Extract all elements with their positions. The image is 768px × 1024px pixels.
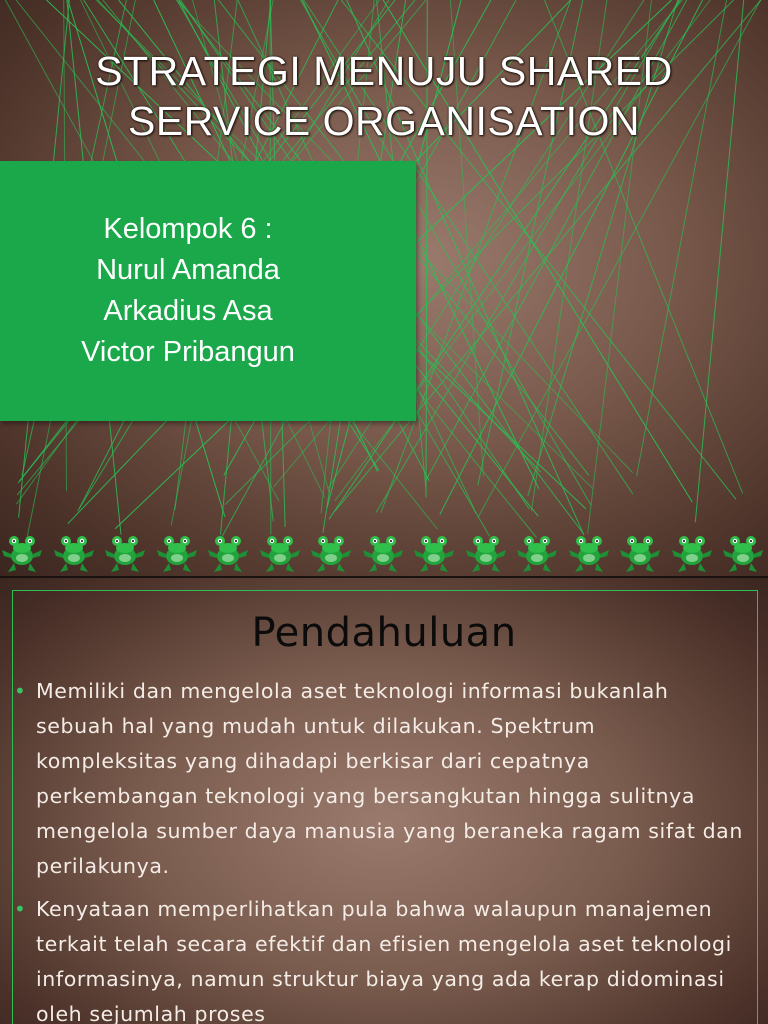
bullet-text: Kenyataan memperlihatkan pula bahwa walaupun manajemen terkait telah secara efektif dan efisien mengelola aset teknologi informasinya, namun struktur biaya yang ada kerap didominasi oleh sejumlah proses <box>36 897 732 1024</box>
bullet-item <box>14 892 744 1024</box>
frog-puppet-icon <box>567 530 611 574</box>
intro-slide <box>0 578 768 1024</box>
frog-puppet-row <box>0 530 768 574</box>
member-name: Arkadius Asa <box>103 295 273 327</box>
frog-puppet-icon <box>155 530 199 574</box>
bullet-dot-icon: • <box>14 897 26 921</box>
frog-puppet-icon <box>464 530 508 574</box>
frog-puppet-icon <box>52 530 96 574</box>
frog-puppet-icon <box>515 530 559 574</box>
bullet-dot-icon: • <box>14 679 26 703</box>
bullet-item <box>14 674 744 884</box>
frog-puppet-icon <box>721 530 765 574</box>
frog-puppet-icon <box>361 530 405 574</box>
bullet-text: Memiliki dan mengelola aset teknologi informasi bukanlah sebuah hal yang mudah untuk dilakukan. Spektrum kompleksitas yang dihadapi berkisar dari cepatnya perkembangan teknologi yang bersangkutan hingga sulitnya mengelola sumber daya manusia yang beraneka ragam sifat dan perilakunya. <box>36 679 743 878</box>
group-members-text <box>0 209 376 373</box>
frog-puppet-icon <box>0 530 44 574</box>
frog-puppet-icon <box>258 530 302 574</box>
section-title: Pendahuluan <box>251 610 517 656</box>
slide-title-line-1: STRATEGI MENUJU SHARED <box>95 48 673 94</box>
member-name: Victor Pribangun <box>81 336 295 368</box>
frog-puppet-icon <box>309 530 353 574</box>
group-members-box <box>0 161 416 421</box>
slide-title-line-2: SERVICE ORGANISATION <box>128 98 640 144</box>
frog-puppet-icon <box>206 530 250 574</box>
group-label: Kelompok 6 : <box>103 213 273 245</box>
bullet-list <box>14 674 744 1024</box>
member-name: Nurul Amanda <box>96 254 280 286</box>
frog-puppet-icon <box>670 530 714 574</box>
frog-puppet-icon <box>103 530 147 574</box>
frog-puppet-icon <box>412 530 456 574</box>
frog-puppet-icon <box>618 530 662 574</box>
slide-title <box>0 46 768 146</box>
